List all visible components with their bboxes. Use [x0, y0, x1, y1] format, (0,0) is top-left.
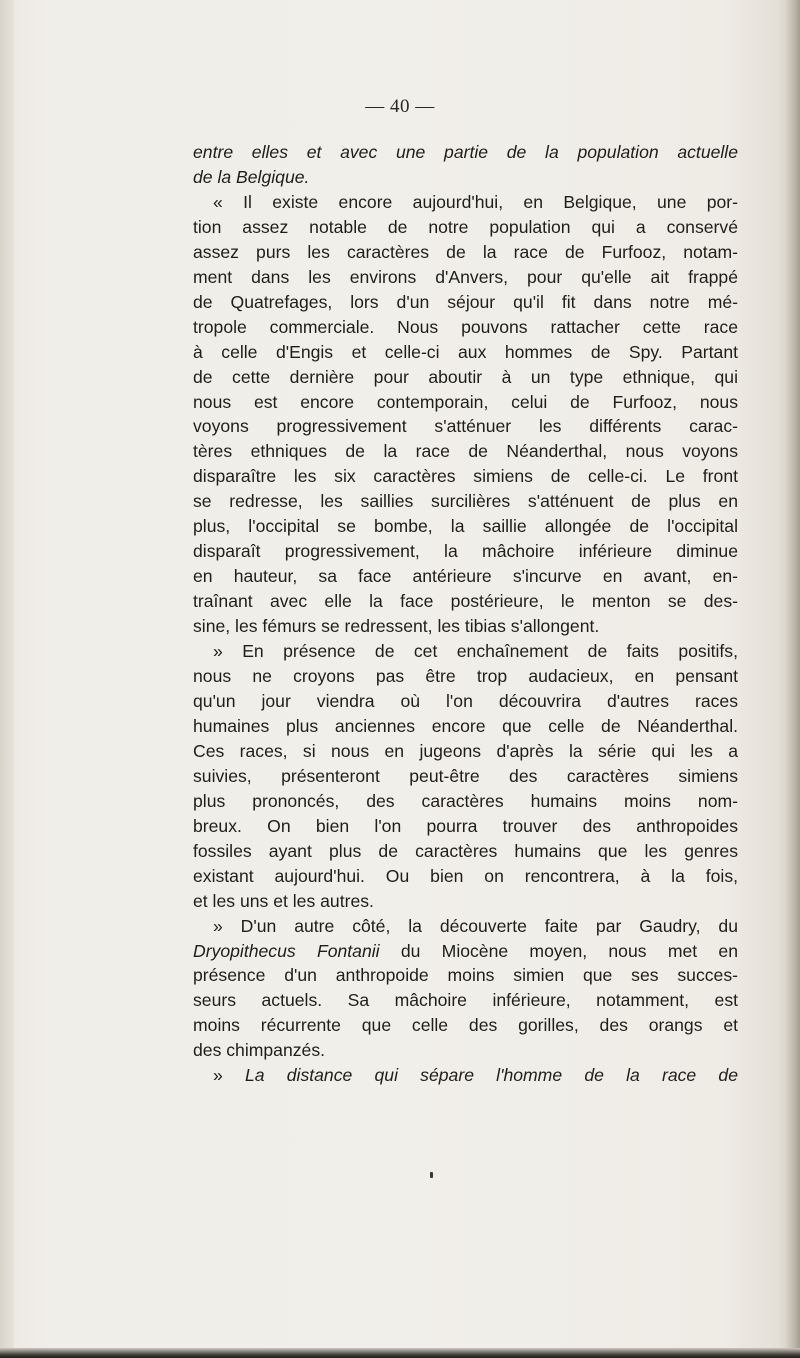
text-line: de cette dernière pour aboutir à un type ethnique, qui [193, 366, 738, 387]
text-line: « Il existe encore aujourd'hui, en Belgique, une por- [213, 191, 738, 212]
text-line: entre elles et avec une partie de la population actuelle [193, 142, 738, 162]
italic-text: Dryopithecus Fontanii [193, 940, 380, 961]
text-line: ment dans les environs d'Anvers, pour qu'elle ait frappé [193, 266, 738, 287]
text-line: des chimpanzés. [193, 1040, 326, 1061]
text-line: » D'un autre côté, la découverte faite par Gaudry, du [213, 915, 738, 936]
ink-speck [430, 1172, 433, 1178]
text-line: Ces races, si nous en jugeons d'après la série qui les a [193, 740, 738, 761]
text-segment: » [213, 1065, 245, 1086]
text-line: plus prononcés, des caractères humains moins nom- [193, 790, 738, 811]
text-line: seurs actuels. Sa mâchoire inférieure, notamment, est [193, 990, 738, 1011]
italic-text: La distance qui sépare l'homme de la race de [245, 1065, 738, 1086]
text-line: et les uns et les autres. [193, 890, 374, 911]
text-line [193, 939, 738, 964]
text-line: tères ethniques de la race de Néanderthal, nous voyons [193, 441, 738, 462]
text-line: humaines plus anciennes encore que celle de Néanderthal. [193, 715, 738, 736]
text-line [193, 1063, 738, 1088]
text-line: de la Belgique. [193, 166, 310, 187]
text-line: nous est encore contemporain, celui de Furfooz, nous [193, 391, 738, 412]
text-line: » En présence de cet enchaînement de faits positifs, [213, 641, 738, 662]
text-line: de Quatrefages, lors d'un séjour qu'il fit dans notre mé- [193, 291, 738, 312]
text-line: disparaît progressivement, la mâchoire inférieure diminue [193, 541, 738, 562]
text-line: existant aujourd'hui. Ou bien on rencontrera, à la fois, [193, 865, 738, 886]
text-line: sine, les fémurs se redressent, les tibias s'allongent. [193, 616, 600, 637]
text-line: tropole commerciale. Nous pouvons rattacher cette race [193, 316, 738, 337]
text-line: en hauteur, sa face antérieure s'incurve en avant, en- [193, 566, 738, 587]
text-line: voyons progressivement s'atténuer les différents carac- [193, 416, 738, 437]
text-line: suivies, présenteront peut-être des caractères simiens [193, 765, 738, 786]
text-line: présence d'un anthropoide moins simien que ses succes- [193, 965, 738, 986]
text-line: nous ne croyons pas être trop audacieux, en pensant [193, 666, 738, 687]
body-text [193, 140, 738, 1088]
page-right-edge [786, 0, 800, 1358]
page-number: — 40 — [365, 96, 435, 117]
page-bottom-edge [0, 1348, 800, 1358]
text-line: tion assez notable de notre population qui a conservé [193, 216, 738, 237]
text-line: fossiles ayant plus de caractères humains que les genres [193, 840, 738, 861]
text-line: moins récurrente que celle des gorilles, des orangs et [193, 1015, 738, 1036]
text-line: à celle d'Engis et celle-ci aux hommes de Spy. Partant [193, 341, 738, 362]
text-line: traînant avec elle la face postérieure, le menton se des- [193, 591, 738, 612]
text-line: se redresse, les saillies surcilières s'atténuent de plus en [193, 491, 738, 512]
text-line: qu'un jour viendra où l'on découvrira d'autres races [193, 690, 738, 711]
text-segment: du Miocène moyen, nous met en [379, 940, 738, 961]
text-line: disparaître les six caractères simiens de celle-ci. Le front [193, 466, 738, 487]
text-line: plus, l'occipital se bombe, la saillie allongée de l'occipital [193, 516, 738, 537]
page-left-edge [0, 0, 14, 1358]
text-line: breux. On bien l'on pourra trouver des anthropoides [193, 815, 738, 836]
text-line: assez purs les caractères de la race de Furfooz, notam- [193, 241, 738, 262]
